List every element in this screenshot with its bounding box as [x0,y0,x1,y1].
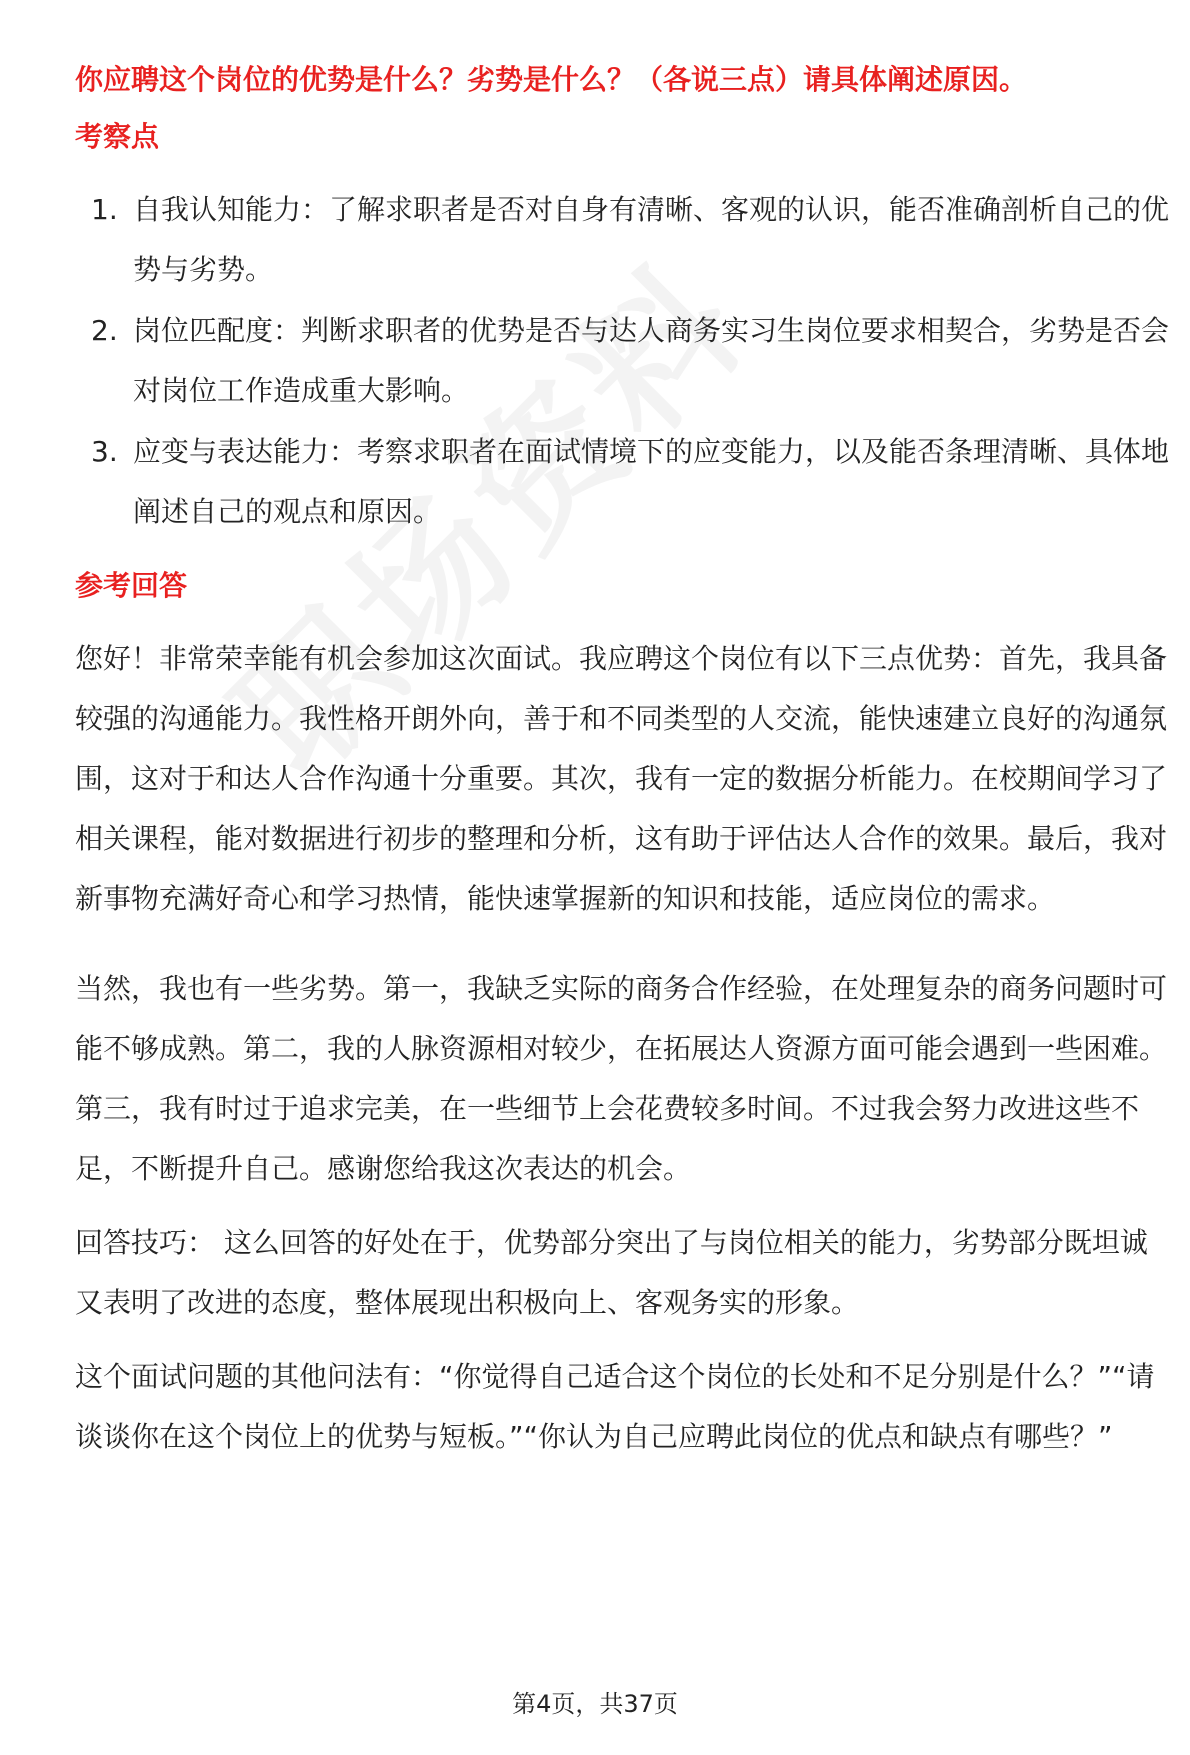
page-content [75,52,1170,1467]
assessment-points-list [75,180,1170,542]
interview-question: 你应聘这个岗位的优势是什么？劣势是什么？（各说三点）请具体阐述原因。 [75,63,1028,96]
list-item [75,422,1170,542]
list-item [75,180,1170,300]
list-item-text: 应变与表达能力：考察求职者在面试情境下的应变能力，以及能否条理清晰、具体地阐述自己的观点和原因。 [133,435,1170,528]
section-title-points: 考察点 [75,120,160,153]
list-item-text: 自我认知能力：了解求职者是否对自身有清晰、客观的认识，能否准确剖析自己的优势与劣势。 [133,193,1170,286]
list-item-number: 1. [91,193,118,226]
answer-strengths-paragraph: 您好！非常荣幸能有机会参加这次面试。我应聘这个岗位有以下三点优势：首先，我具备较强的沟通能力。我性格开朗外向，善于和不同类型的人交流，能快速建立良好的沟通氛围，这对于和达人合作沟通十分重要。其次，我有一定的数据分析能力。在校期间学习了相关课程，能对数据进行初步的整理和分析，这有助于评估达人合作的效果。最后，我对新事物充满好奇心和学习热情，能快速掌握新的知识和技能，适应岗位的需求。 [75,642,1168,915]
answer-tips-paragraph: 回答技巧： 这么回答的好处在于，优势部分突出了与岗位相关的能力，劣势部分既坦诚又表明了改进的态度，整体展现出积极向上、客观务实的形象。 [75,1226,1148,1319]
list-item-text: 岗位匹配度：判断求职者的优势是否与达人商务实习生岗位要求相契合，劣势是否会对岗位工作造成重大影响。 [133,314,1170,407]
list-item-number: 3. [91,435,118,468]
list-item-number: 2. [91,314,118,347]
page-number: 第4页，共37页 [512,1690,678,1718]
list-item [75,301,1170,421]
alternative-questions-paragraph: 这个面试问题的其他问法有：“你觉得自己适合这个岗位的长处和不足分别是什么？”“请谈谈你在这个岗位上的优势与短板。”“你认为自己应聘此岗位的优点和缺点有哪些？” [75,1360,1155,1453]
section-title-answer: 参考回答 [75,569,188,602]
answer-weaknesses-paragraph: 当然，我也有一些劣势。第一，我缺乏实际的商务合作经验，在处理复杂的商务问题时可能不够成熟。第二，我的人脉资源相对较少，在拓展达人资源方面可能会遇到一些困难。第三，我有时过于追求完美，在一些细节上会花费较多时间。不过我会努力改进这些不足，不断提升自己。感谢您给我这次表达的机会。 [75,972,1168,1185]
